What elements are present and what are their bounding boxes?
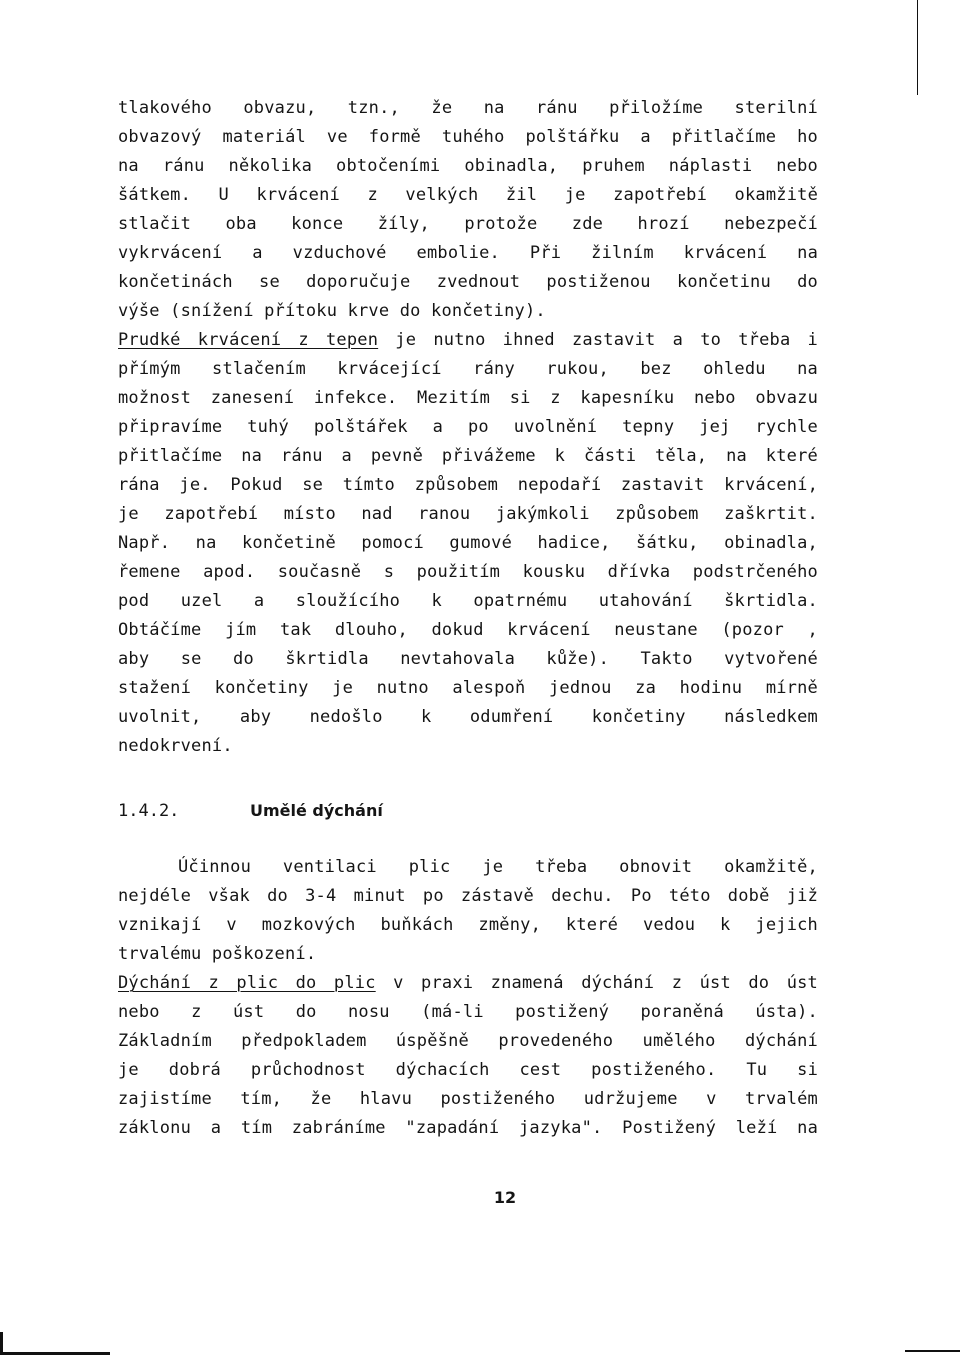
text-line: je dobrá průchodnost dýchacích cest postiženého. Tu si xyxy=(118,1060,818,1080)
text-line: výše (snížení přítoku krve do končetiny). xyxy=(118,301,546,321)
paragraph-3 xyxy=(118,853,818,969)
paragraph-2 xyxy=(118,326,818,761)
text-line: aby se do škrtidla nevtahovala kůže). Takto vytvořené xyxy=(118,649,818,669)
text-line: přitlačíme na ránu a pevně přivážeme k části těla, na které xyxy=(118,446,818,466)
text-line: vykrvácení a vzduchové embolie. Při žilním krvácení na xyxy=(118,243,818,263)
text-line: vznikají v mozkových buňkách změny, které vedou k jejich xyxy=(118,915,818,935)
text-line: Základním předpokladem úspěšně provedeného umělého dýchání xyxy=(118,1031,818,1051)
text-line: možnost zanesení infekce. Mezitím si z kapesníku nebo obvazu xyxy=(118,388,818,408)
text-line: stažení končetiny je nutno alespoň jednou za hodinu mírně xyxy=(118,678,818,698)
text-line: zajistíme tím, že hlavu postiženého udržujeme v trvalém xyxy=(118,1089,818,1109)
underlined-term: Prudké krvácení z tepen xyxy=(118,330,379,350)
scan-corner-mark xyxy=(905,1350,960,1352)
text-line: nebo z úst do nosu (má-li postižený poraněná ústa). xyxy=(118,1002,818,1022)
scan-edge-line xyxy=(917,0,918,95)
text-line: nedokrvení. xyxy=(118,736,233,756)
text-line: Účinnou ventilaci plic je třeba obnovit okamžitě, xyxy=(178,857,818,877)
text-line: nejdéle však do 3-4 minut po zástavě dechu. Po této době již xyxy=(118,886,818,906)
text-line xyxy=(118,326,818,355)
text-line xyxy=(118,969,818,998)
text-line: uvolnit, aby nedošlo k odumření končetiny následkem xyxy=(118,707,818,727)
scan-corner-mark xyxy=(0,1332,3,1354)
text-line: Např. na končetině pomocí gumové hadice, šátku, obinadla, xyxy=(118,533,818,553)
paragraph-4 xyxy=(118,969,818,1143)
text-line: končetinách se doporučuje zvednout postiženou končetinu do xyxy=(118,272,818,292)
text-line: na ránu několika obtočeními obinadla, pruhem náplasti nebo xyxy=(118,156,818,176)
text-line: trvalému poškození. xyxy=(118,944,317,964)
underlined-term: Dýchání z plic do plic xyxy=(118,973,376,993)
paragraph-1 xyxy=(118,94,818,326)
text-segment: v praxi znamená dýchání z úst do úst xyxy=(375,973,818,993)
text-segment: je nutno ihned zastavit a to třeba i xyxy=(378,330,818,350)
text-line: obvazový materiál ve formě tuhého polštářku a přitlačíme ho xyxy=(118,127,818,147)
text-line: tlakového obvazu, tzn., že na ránu přiložíme sterilní xyxy=(118,98,818,118)
text-line: řemene apod. současně s použitím kousku dřívka podstrčeného xyxy=(118,562,818,582)
section-number: 1.4.2. xyxy=(118,801,180,821)
text-line: rána je. Pokud se tímto způsobem nepodaří zastavit krvácení, xyxy=(118,475,818,495)
text-line: šátkem. U krvácení z velkých žil je zapotřebí okamžitě xyxy=(118,185,818,205)
text-line: přímým stlačením krvácející rány rukou, bez ohledu na xyxy=(118,359,818,379)
section-title: Umělé dýchání xyxy=(250,801,383,820)
text-line: připravíme tuhý polštářek a po uvolnění tepny jej rychle xyxy=(118,417,818,437)
text-line: je zapotřebí místo nad ranou jakýmkoli způsobem zaškrtit. xyxy=(118,504,818,524)
text-line: pod uzel a sloužícího k opatrnému utahování škrtidla. xyxy=(118,591,818,611)
scan-corner-mark xyxy=(0,1352,110,1355)
section-heading xyxy=(118,796,383,825)
text-line: Obtáčíme jím tak dlouho, dokud krvácení neustane (pozor , xyxy=(118,620,818,640)
text-line: stlačit oba konce žíly, protože zde hrozí nebezpečí xyxy=(118,214,818,234)
page-number: 12 xyxy=(493,1188,517,1207)
text-line: záklonu a tím zabráníme "zapadání jazyka". Postižený leží na xyxy=(118,1118,818,1138)
